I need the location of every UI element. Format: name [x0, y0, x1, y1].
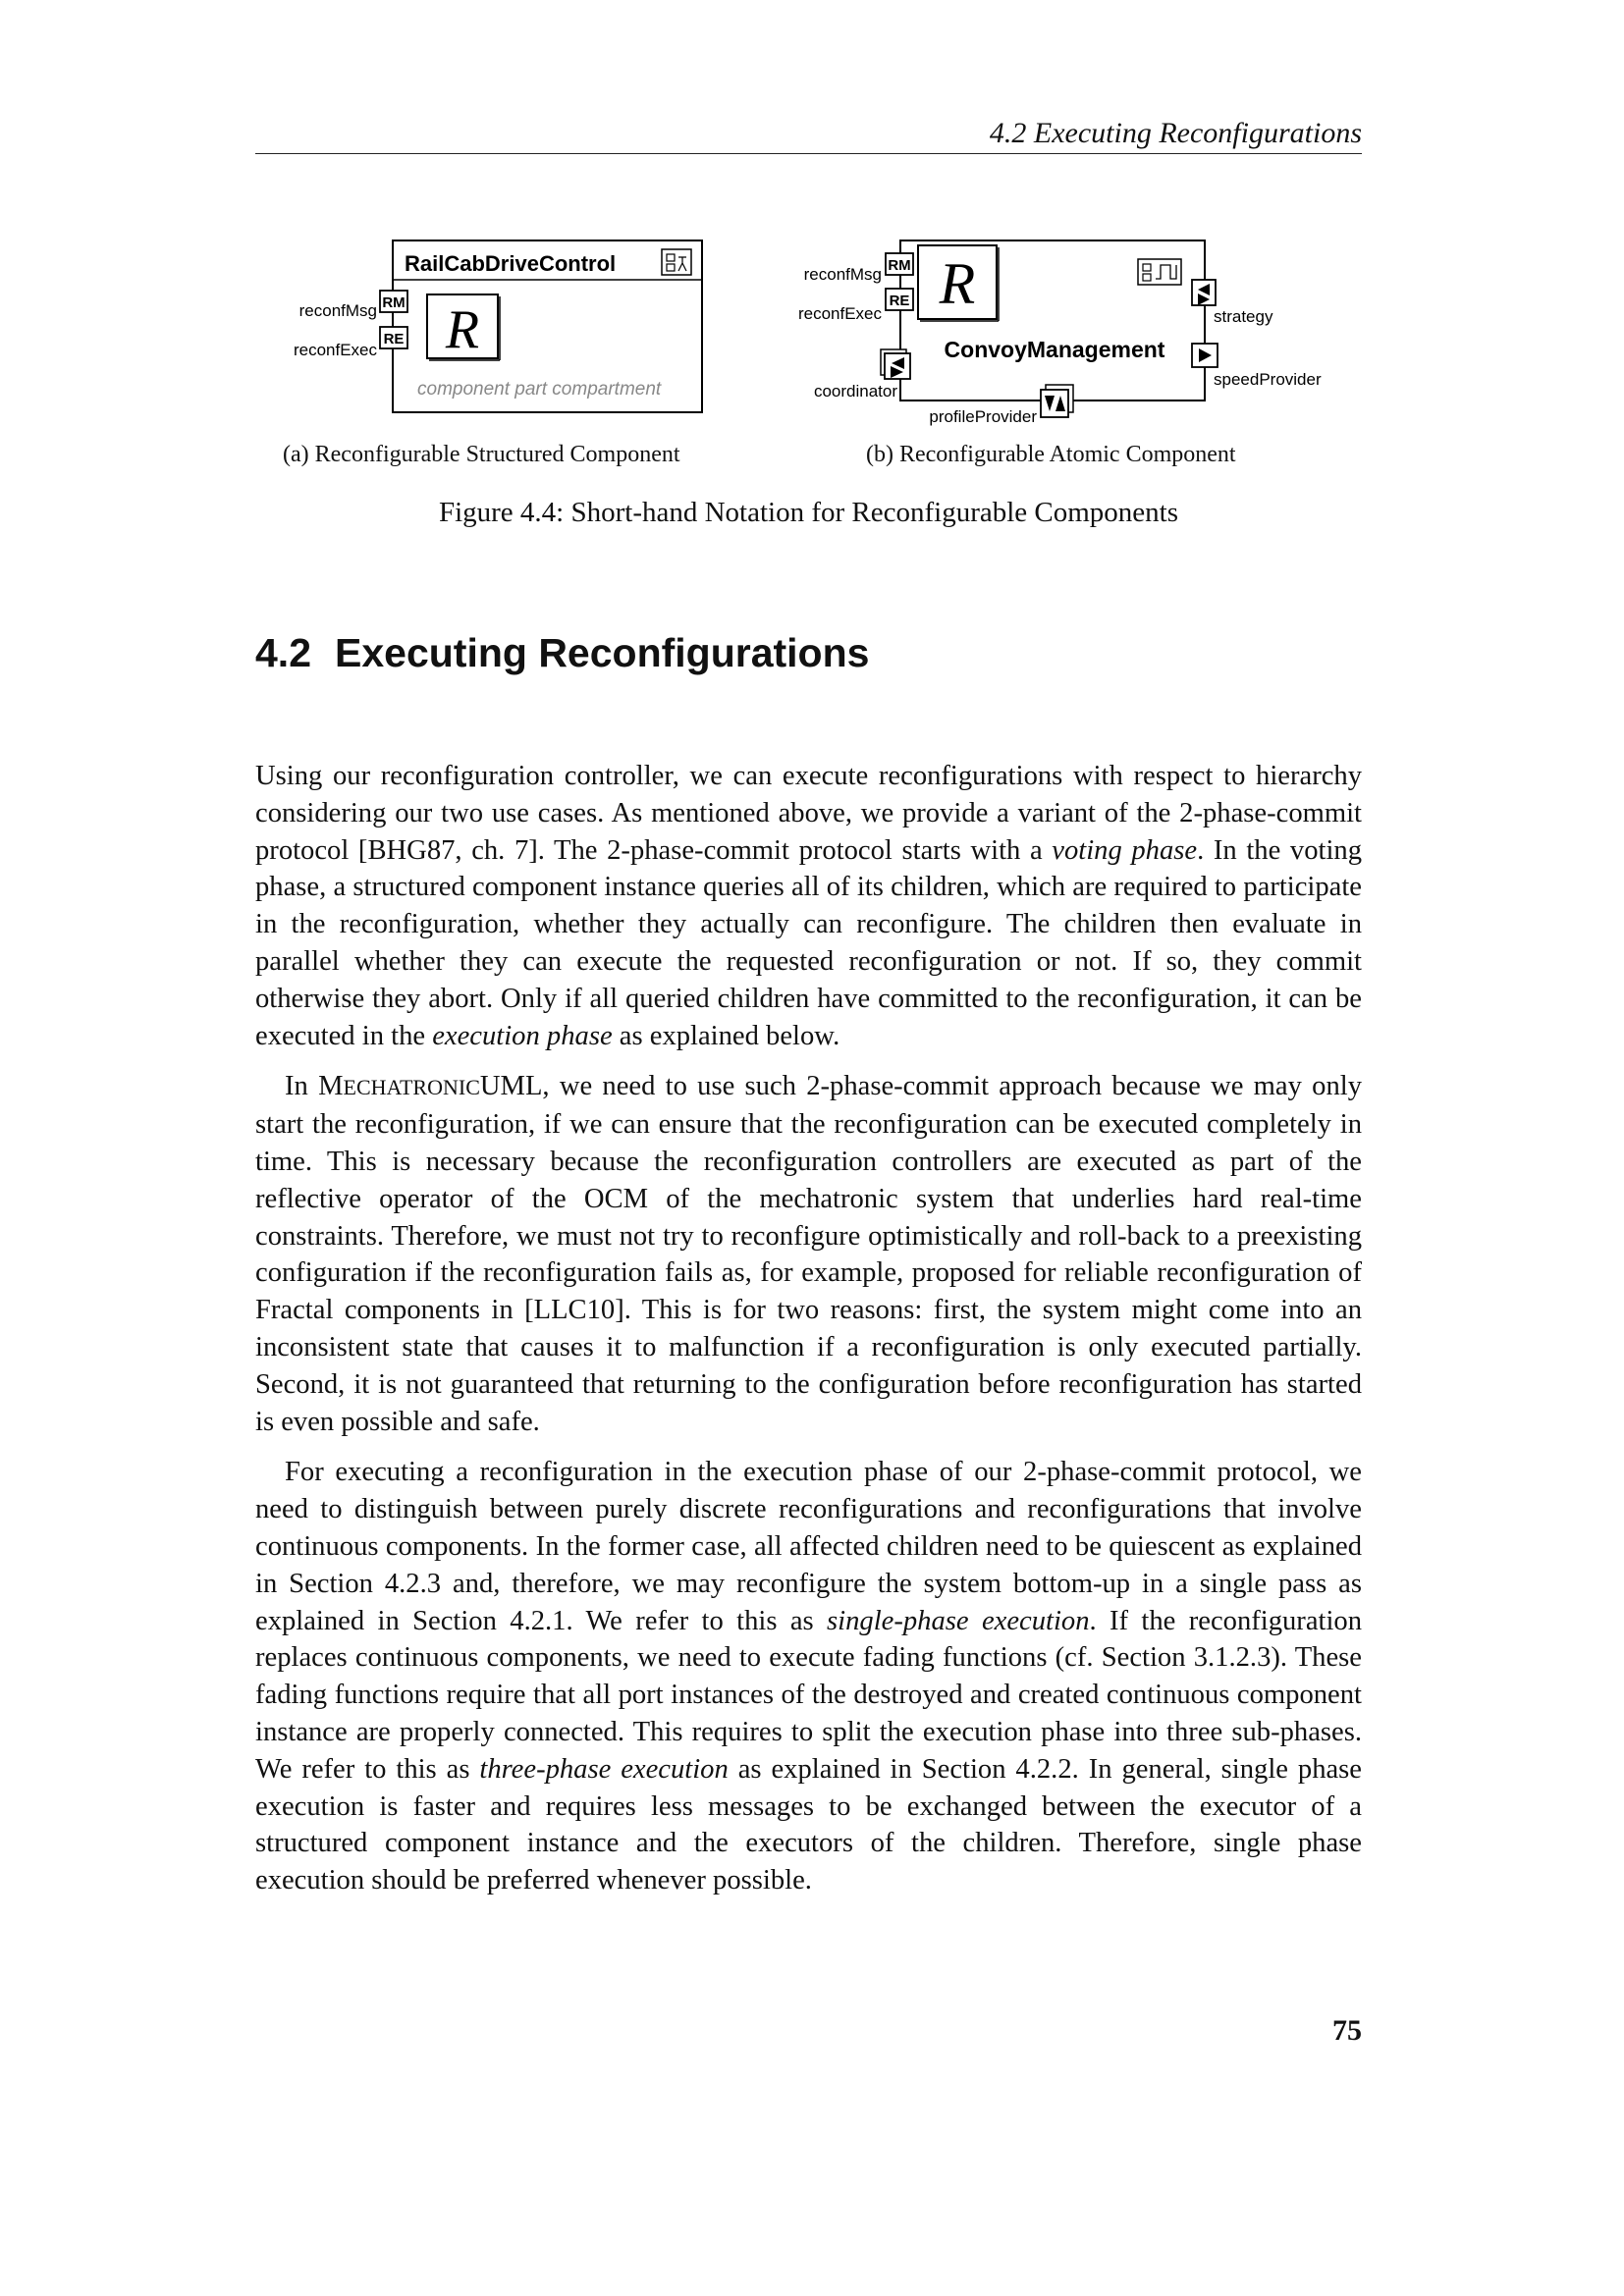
component-part-compartment-label: component part compartment	[417, 379, 662, 400]
port-label-profileprovider: profileProvider	[929, 407, 1037, 426]
paragraph-1	[255, 758, 1362, 1054]
body-text	[255, 758, 1362, 1913]
p3-text-c: . If the reconfiguration replaces continuous components, we need to execute fading functions (cf. Section 3.1.2.3). These fading functions require that all port instances of the destroyed and created continuous component instance are properly connected. This requires to split the execution phase into three sub-phases. We refer to this as	[255, 1605, 1362, 1785]
subfigure-a-caption: (a) Reconfigurable Structured Component	[283, 442, 680, 467]
p1-text-e: as explained below.	[612, 1020, 840, 1051]
structured-component-name: RailCabDriveControl	[405, 251, 617, 276]
rm-badge-b: RM	[888, 257, 911, 274]
subfigure-b-caption: (b) Reconfigurable Atomic Component	[866, 442, 1236, 467]
structured-component-diagram	[294, 240, 702, 412]
rm-badge-a: RM	[382, 294, 406, 311]
port-label-reconfexec-b: reconfExec	[797, 304, 882, 323]
paragraph-3	[255, 1454, 1362, 1899]
port-label-reconfmsg-a: reconfMsg	[298, 301, 377, 320]
p3-term-three-phase: three-phase execution	[479, 1753, 729, 1785]
p1-text-a: Using our reconfiguration controller, we can execute reconfigurations with respect to hierarchy considering our two use cases. As mentioned above, we provide a variant of the 2-phase-commit protocol [BHG87, ch. 7]. The 2-phase-commit protocol starts with a	[255, 761, 1362, 866]
port-label-reconfexec-a: reconfExec	[293, 341, 377, 359]
mechatronicuml-name: MECHATRONICUML	[318, 1071, 543, 1102]
coordinator-port	[881, 349, 910, 379]
reconfigurable-r-letter-b: R	[939, 251, 976, 316]
p2-body: , we need to use such 2-phase-commit approach because we may only start the reconfiguration, if we can ensure that the reconfiguration can be executed completely in time. This is necessary because the reconfiguration controllers are executed as part of the reflective operator of the OCM of the mechatronic system that underlies hard real-time constraints. Therefore, we must not try to reconfigure optimistically and roll-back to a preexisting configuration if the reconfiguration fails as, for example, proposed for reliable reconfiguration of Fractal components in [LLC10]. This is for two reasons: first, the system might come into an inconsistent state that causes it to malfunction if a reconfiguration is only executed partially. Second, it is not guaranteed that returning to the configuration before reconfiguration has started is even possible and safe.	[255, 1071, 1362, 1437]
strategy-port	[1192, 280, 1216, 305]
atomic-component-name: ConvoyManagement	[944, 337, 1165, 362]
re-badge-b: RE	[889, 293, 910, 309]
port-label-coordinator: coordinator	[813, 382, 897, 400]
p2-prefix: In	[285, 1071, 319, 1102]
section-title: Executing Reconfigurations	[335, 630, 870, 675]
reconfigurable-r-letter-a: R	[445, 299, 480, 360]
paragraph-2	[255, 1068, 1362, 1440]
section-number: 4.2	[255, 630, 311, 675]
p3-term-single-phase: single-phase execution	[827, 1605, 1090, 1636]
figure-4-4-diagrams	[0, 0, 1624, 491]
re-badge-a: RE	[383, 331, 405, 347]
port-label-strategy: strategy	[1214, 307, 1273, 326]
structured-component-icon	[662, 249, 691, 275]
atomic-component-icon	[1138, 259, 1181, 285]
reconfigurable-r-icon-a	[427, 294, 500, 360]
atomic-component-diagram	[798, 240, 1322, 426]
speed-provider-port	[1192, 344, 1218, 367]
section-heading	[255, 630, 869, 676]
p3-text-e: as explained in Section 4.2.2. In general, single phase execution is faster and requires less messages to be exchanged between the executor of a structured component instance and the executors of the children. Therefore, single phase execution should be preferred whenever possible.	[255, 1753, 1362, 1896]
page-number: 75	[1332, 2014, 1362, 2047]
profile-provider-port	[1041, 385, 1073, 417]
p1-term-execution-phase: execution phase	[432, 1020, 613, 1051]
running-header-title: 4.2 Executing Reconfigurations	[989, 117, 1362, 149]
port-label-speedprovider: speedProvider	[1214, 370, 1322, 389]
p3-text-a: For executing a reconfiguration in the execution phase of our 2-phase-commit protocol, we need to distinguish between purely discrete reconfigurations and reconfigurations that involve continuous components. In the former case, all affected children need to be quiescent as explained in Section 4.2.3 and, therefore, we may reconfigure the system bottom-up in a single pass as explained in Section 4.2.1. We refer to this as	[255, 1457, 1362, 1636]
reconfigurable-r-icon-b	[918, 245, 999, 321]
p1-text-c: . In the voting phase, a structured component instance queries all of its children, which are required to participate in the reconfiguration, whether they actually can reconfigure. The children then evaluate in parallel whether they can execute the requested reconfiguration or not. If so, they commit otherwise they abort. Only if all queried children have committed to the reconfiguration, it can be executed in the	[255, 834, 1362, 1051]
figure-caption: Figure 4.4: Short-hand Notation for Reconfigurable Components	[438, 497, 1179, 528]
port-label-reconfmsg-b: reconfMsg	[803, 265, 882, 284]
p1-term-voting-phase: voting phase	[1052, 834, 1198, 866]
